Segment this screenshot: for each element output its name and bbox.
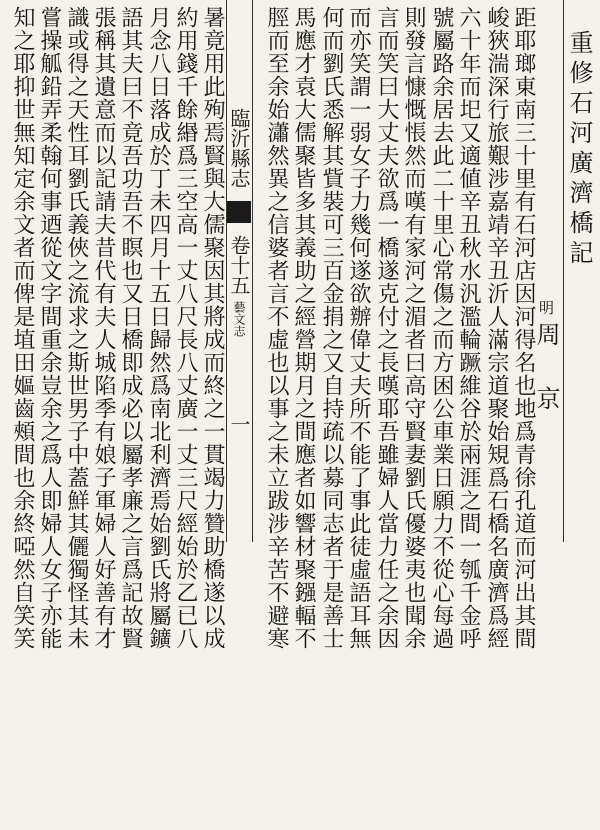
text-column: 暑竟用此殉焉賢與大儒聚因其將成而終之一貫竭力贊助橋遂以成 <box>200 6 225 650</box>
text-column: 語其夫曰不竟吾功吾不瞑也又日橋即成必以屬孝廉之言爲記故賢 <box>118 6 143 650</box>
author-line <box>532 300 560 830</box>
text-column: 嘗操觚鉛弄柔翰何事迺從文字間重余豈余之爲人即婦人女子亦能 <box>37 6 62 650</box>
text-column: 六十年而圯又適値辛丑秋水汎濫輪蹶維谷於兩涯之間一瓠千金呼 <box>456 6 481 650</box>
document-title: 重修石河廣濟橋記 <box>565 30 593 270</box>
page-margin-band <box>227 0 251 542</box>
margin-page-number: 一 <box>227 413 251 434</box>
text-column: 月念八日落成於丁未四月十五日歸然爲南北利濟焉始劉氏將屬鑛 <box>146 6 171 650</box>
border-rule-right <box>563 0 564 542</box>
text-column: 而亦笑謂一弱女子力幾何遂欲辦偉丈夫所不能了事此徒虛語耳無 <box>346 6 371 650</box>
margin-section: 藝文志 <box>232 301 246 338</box>
text-column: 約用錢千餘緡爲三空高一丈八尺長八丈廣一丈三尺經始於乙已八 <box>173 6 198 650</box>
text-column: 距耶瑯東南三十里有石河店因河得名也地爲青徐孔道而河出其間 <box>511 6 536 650</box>
margin-county: 臨沂縣志 <box>227 108 251 189</box>
text-column: 識或得之天性耳劉氏義俠之流求之斯世男子中蓋鮮其儷獨怪其未 <box>64 6 89 650</box>
author-dynasty: 明 <box>537 300 555 316</box>
text-column: 峻狹湍深行旅艱涉嘉靖辛丑沂人滿宗道聚始䂓爲石橋名廣濟爲經 <box>484 6 509 650</box>
text-column: 馬應才袁大儒聚皆多其義助之經營期月之間應者如響材聚鏹輻不 <box>291 6 316 650</box>
text-column: 何而劉氏悉解其貲裝可三百金捐之又自持疏以募同志者于是善士 <box>319 6 344 650</box>
text-column: 張稱其遺意而以記請夫昔代有夫人城陷季有娘子軍婦人好善有才 <box>91 6 116 650</box>
text-column: 號屬路余居去此二十里心常傷之而方困公車業日願力不從心每過 <box>429 6 454 650</box>
margin-volume: 卷十五 <box>227 235 251 295</box>
text-column: 知之耶抑世無知定余文者而俾是埴田嫗齒頰間也余終啞然自笑笑 <box>10 6 35 650</box>
text-column: 言而笑曰大丈夫欲爲一橋遂克付之長嘆耶吾雖婦人當力任之余因 <box>374 6 399 650</box>
text-column: 脛而至余始瀟然異之信婆者言不虛也以事之未立跋涉辛苦不避寒 <box>264 6 289 650</box>
margin-rule-left <box>226 0 227 542</box>
fishtail-mark <box>227 201 251 223</box>
margin-rule-right <box>252 0 253 542</box>
author-name: 周 京 <box>532 321 560 418</box>
text-column: 則發言慷慨悵然而嘆有家河之湄者曰高守賢妻劉氏優婆夷也聞余 <box>401 6 426 650</box>
